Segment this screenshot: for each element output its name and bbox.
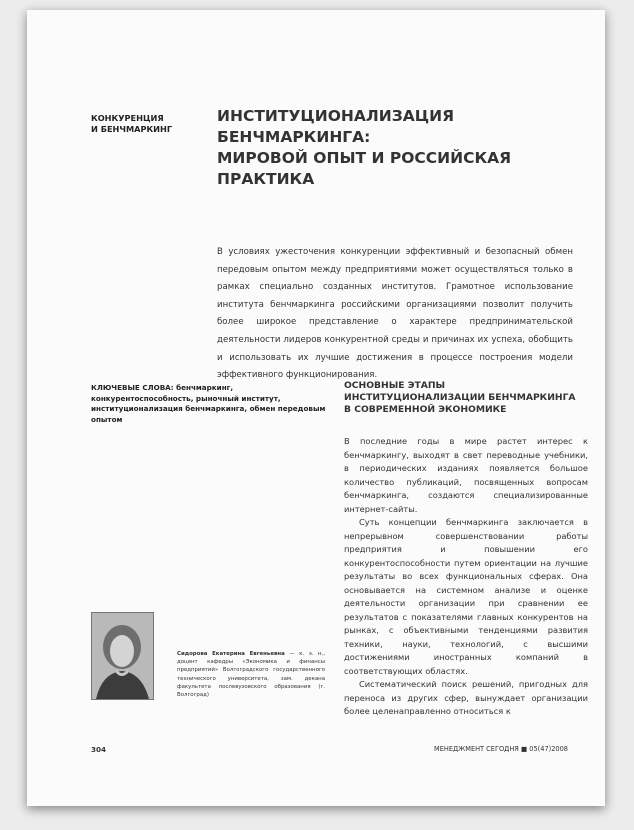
article-title bbox=[217, 106, 577, 190]
section-heading bbox=[344, 380, 594, 416]
body-paragraph: Суть концепции бенчмаркинга заключается в непрерывном совершенствовании работы предприятия и повышении его конкурентоспособности путем ориентации на лучшие результаты во всех функциональных сферах. Она основывается на системном анализе и оценке деятельности организации при сравнении ее результатов с показателями главных конкурентов на рынках, с объективными тенденциями развития техники, науки, технологий, с высшими достижениями иностранных компаний в соответствующих областях. bbox=[344, 517, 588, 676]
keywords-text: бенчмаркинг, конкурентоспособность, рыночный институт, институционализация бенчмаркинга, обмен передовым опытом bbox=[91, 383, 326, 424]
keywords bbox=[91, 383, 331, 425]
body-paragraph: В последние годы в мире растет интерес к бенчмаркингу, выходят в свет переводные учебники, в периодических изданиях появляется большое количество публикаций, посвященных вопросам бенчмаркинга, создаются специализированные интернет-сайты. bbox=[344, 436, 588, 514]
keywords-label: КЛЮЧЕВЫЕ СЛОВА: bbox=[91, 383, 174, 392]
author-details: — к. э. н., доцент кафедры «Экономика и финансы предприятий» Волгоградского государственного технического университета, зам. декана факультета послевузовского образования (г. Волгоград) bbox=[177, 651, 326, 699]
author-portrait-icon bbox=[92, 613, 153, 699]
title-line: ИНСТИТУЦИОНАЛИЗАЦИЯ БЕНЧМАРКИНГА: bbox=[217, 107, 455, 146]
section-label-line: КОНКУРЕНЦИЯ bbox=[91, 113, 164, 123]
author-name: Сидорова Екатерина Евгеньевна bbox=[177, 651, 285, 657]
title-line: МИРОВОЙ ОПЫТ И РОССИЙСКАЯ ПРАКТИКА bbox=[217, 149, 512, 188]
section-heading-line: ОСНОВНЫЕ ЭТАПЫ bbox=[344, 380, 446, 391]
section-heading-line: В СОВРЕМЕННОЙ ЭКОНОМИКЕ bbox=[344, 404, 507, 415]
section-label-line: И БЕНЧМАРКИНГ bbox=[91, 124, 173, 134]
section-heading-line: ИНСТИТУЦИОНАЛИЗАЦИИ БЕНЧМАРКИНГА bbox=[344, 392, 576, 403]
page-number: 304 bbox=[91, 745, 107, 754]
author-info bbox=[177, 650, 325, 699]
body-text bbox=[344, 435, 588, 719]
author-photo bbox=[91, 612, 154, 700]
body-paragraph: Систематический поиск решений, пригодных для переноса из других сфер, вынуждает организации более целенаправленно относиться к bbox=[344, 679, 588, 716]
journal-page bbox=[27, 10, 605, 806]
section-label bbox=[91, 113, 201, 135]
journal-footer: МЕНЕДЖМЕНТ СЕГОДНЯ ■ 05(47)2008 bbox=[434, 745, 568, 753]
lead-paragraph: В условиях ужесточения конкуренции эффективный и безопасный обмен передовым опытом между предприятиями может осуществляться только в рамках специально созданных институтов. Грамотное использование института бенчмаркинга российскими организациями позволит получить более широкое представление о характере предпринимательской деятельности лидеров конкурентной среды и причинах их успеха, обобщить и использовать их лучшие достижения в процессе построения модели эффективного функционирования. bbox=[217, 247, 573, 381]
